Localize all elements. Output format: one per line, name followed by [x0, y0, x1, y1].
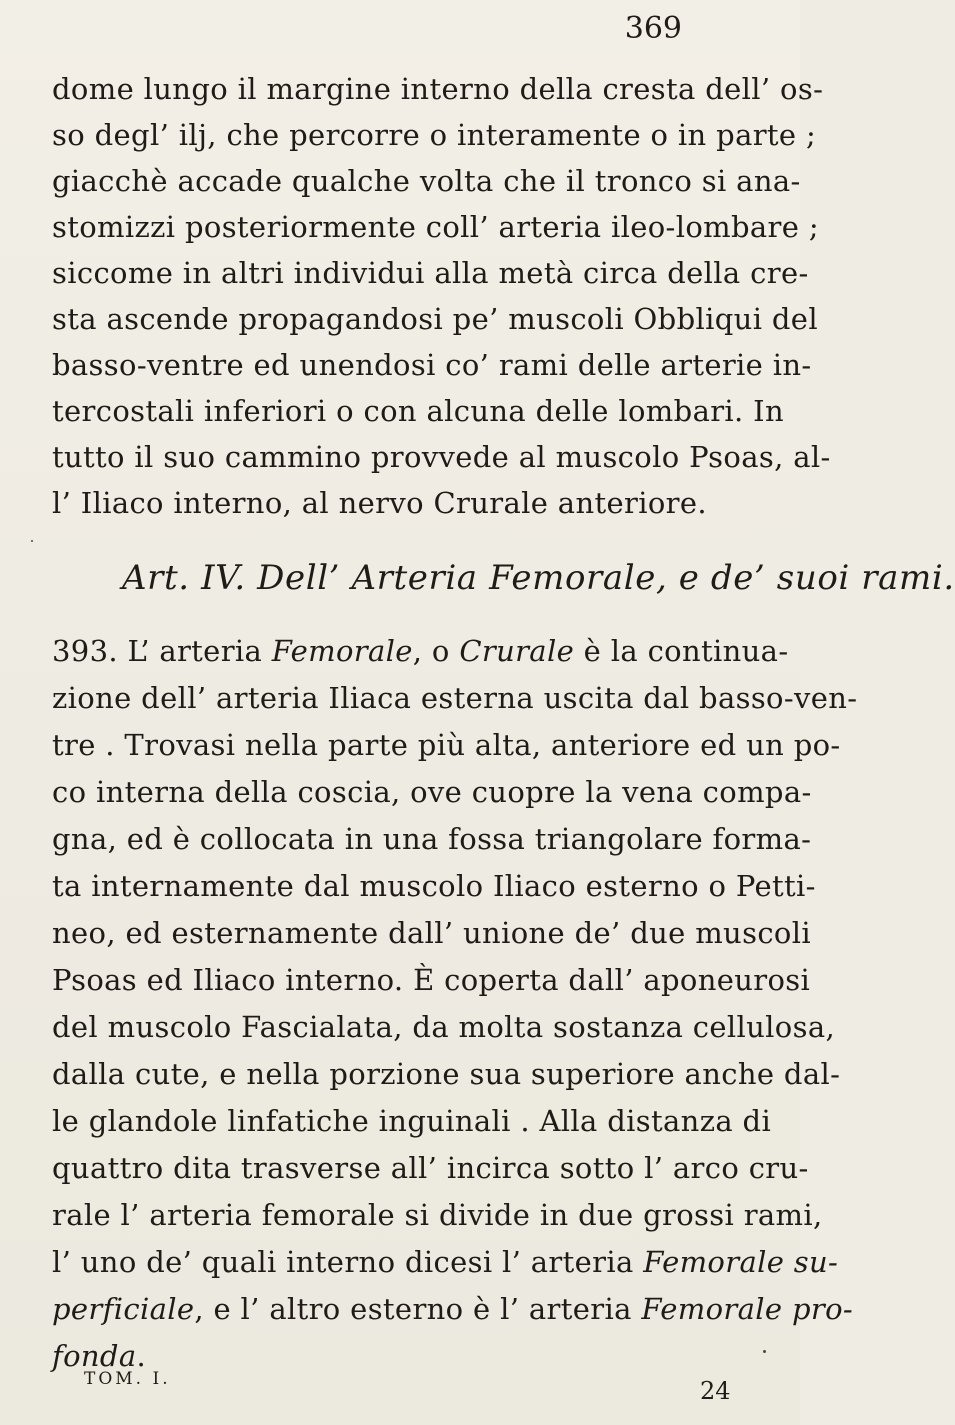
text-line: tercostali inferiori o con alcuna delle lombari. In [52, 394, 785, 428]
text-line: gna, ed è collocata in una fossa triangolare forma- [52, 822, 812, 856]
text-line: sta ascende propagandosi pe’ muscoli Obbliqui del [52, 302, 818, 336]
text-line: quattro dita trasverse all’ incirca sotto l’ arco cru- [52, 1151, 809, 1185]
text-segment: , e l’ altro esterno è l’ arteria [194, 1292, 642, 1326]
text-line: basso-ventre ed unendosi co’ rami delle arterie in- [52, 348, 812, 382]
page-number: 369 [624, 11, 682, 46]
volume-label: TOM. I. [84, 1369, 171, 1389]
paper-speck [763, 1350, 766, 1353]
text-line: l’ Iliaco interno, al nervo Crurale anteriore. [52, 486, 707, 520]
text-segment: . [136, 1339, 147, 1373]
text-line: dome lungo il margine interno della cresta dell’ os- [52, 72, 824, 106]
text-segment: Crurale [459, 634, 575, 668]
text-line: Psoas ed Iliaco interno. È coperta dall’ aponeurosi [52, 963, 811, 997]
text-line: co interna della coscia, ove cuopre la vena compa- [52, 775, 812, 809]
text-line: ta internamente dal muscolo Iliaco esterno o Petti- [52, 869, 816, 903]
text-line: zione dell’ arteria Iliaca esterna uscita dal basso-ven- [52, 681, 858, 715]
text-line [52, 634, 789, 668]
text-segment: fonda [52, 1339, 137, 1373]
text-segment: perficiale [52, 1292, 195, 1326]
text-line: so degl’ ilj, che percorre o interamente o in parte ; [52, 118, 817, 152]
text-segment: Femorale [271, 634, 413, 668]
text-line: tre . Trovasi nella parte più alta, anteriore ed un po- [52, 728, 841, 762]
text-segment: Femorale su- [643, 1245, 839, 1279]
text-segment: è la continua- [574, 634, 789, 668]
text-line [52, 1245, 839, 1279]
text-line: neo, ed esternamente dall’ unione de’ due muscoli [52, 916, 811, 950]
text-line: tutto il suo cammino provvede al muscolo Psoas, al- [52, 440, 831, 474]
paper-speck [31, 540, 33, 542]
text-line: del muscolo Fascialata, da molta sostanza cellulosa, [52, 1010, 836, 1044]
signature-mark: 24 [700, 1377, 731, 1405]
text-line: giacchè accade qualche volta che il tronco si ana- [52, 164, 801, 198]
article-heading: Art. IV. Dell’ Arteria Femorale, e de’ suoi rami. [122, 558, 955, 598]
text-segment: 393. L’ arteria [52, 634, 272, 668]
text-line: stomizzi posteriormente coll’ arteria ileo-lombare ; [52, 210, 819, 244]
text-segment: , o [412, 634, 460, 668]
text-line: siccome in altri individui alla metà circa della cre- [52, 256, 809, 290]
text-segment: Femorale pro- [641, 1292, 854, 1326]
text-line [52, 1292, 854, 1326]
text-line: rale l’ arteria femorale si divide in due grossi rami, [52, 1198, 823, 1232]
text-line: dalla cute, e nella porzione sua superiore anche dal- [52, 1057, 841, 1091]
page-footer [0, 1369, 800, 1409]
text-segment: l’ uno de’ quali interno dicesi l’ arteria [52, 1245, 644, 1279]
text-line: le glandole linfatiche inguinali . Alla distanza di [52, 1104, 772, 1138]
